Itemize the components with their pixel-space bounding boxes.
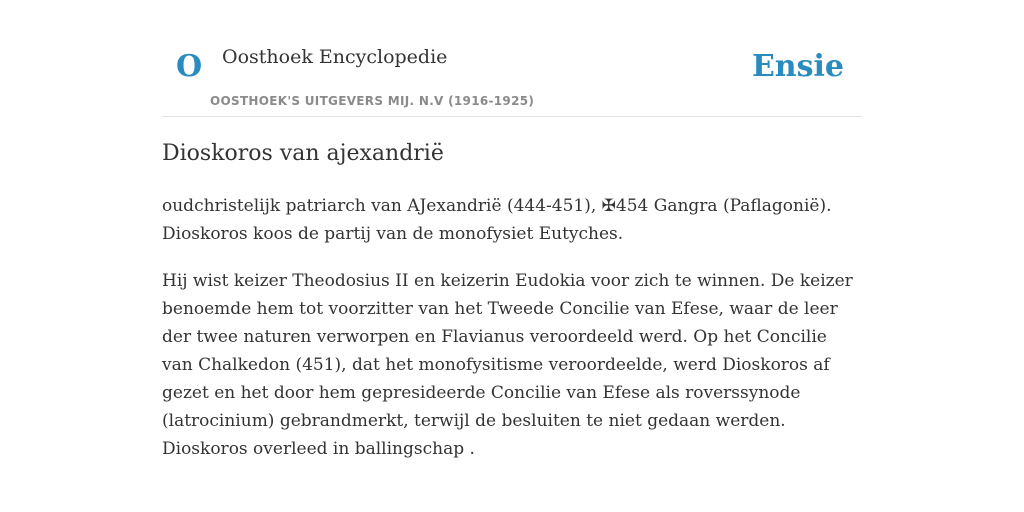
oosthoek-logo[interactable]: O bbox=[176, 49, 203, 84]
publisher-subtitle: OOSTHOEK'S UITGEVERS MIJ. N.V (1916-1925) bbox=[210, 94, 535, 108]
article-body bbox=[162, 192, 862, 482]
site-title: Oosthoek Encyclopedie bbox=[222, 46, 448, 68]
article-paragraph: oudchristelijk patriarch van AJexandrië (444-451), ✠454 Gangra (Paflagonië). Dioskoros koos de partij van de monofysiet Eutyches. bbox=[162, 196, 832, 244]
site-header bbox=[162, 0, 862, 117]
article-title: Dioskoros van ajexandrië bbox=[162, 141, 444, 166]
article-paragraph: Hij wist keizer Theodosius II en keizerin Eudokia voor zich te winnen. De keizer benoemde hem tot voorzitter van het Tweede Concilie van Efese, waar de leer der twee naturen verworpen en Flavianus veroordeeld werd. Op het Concilie van Chalkedon (451), dat het monofysitisme veroordeelde, werd Dioskoros af gezet en het door hem gepresideerde Concilie van Efese als roverssynode (latrocinium) gebrandmerkt, terwijl de besluiten te niet gedaan werden. Dioskoros overleed in ballingschap . bbox=[162, 271, 853, 459]
ensie-logo[interactable]: Ensie bbox=[751, 49, 844, 84]
